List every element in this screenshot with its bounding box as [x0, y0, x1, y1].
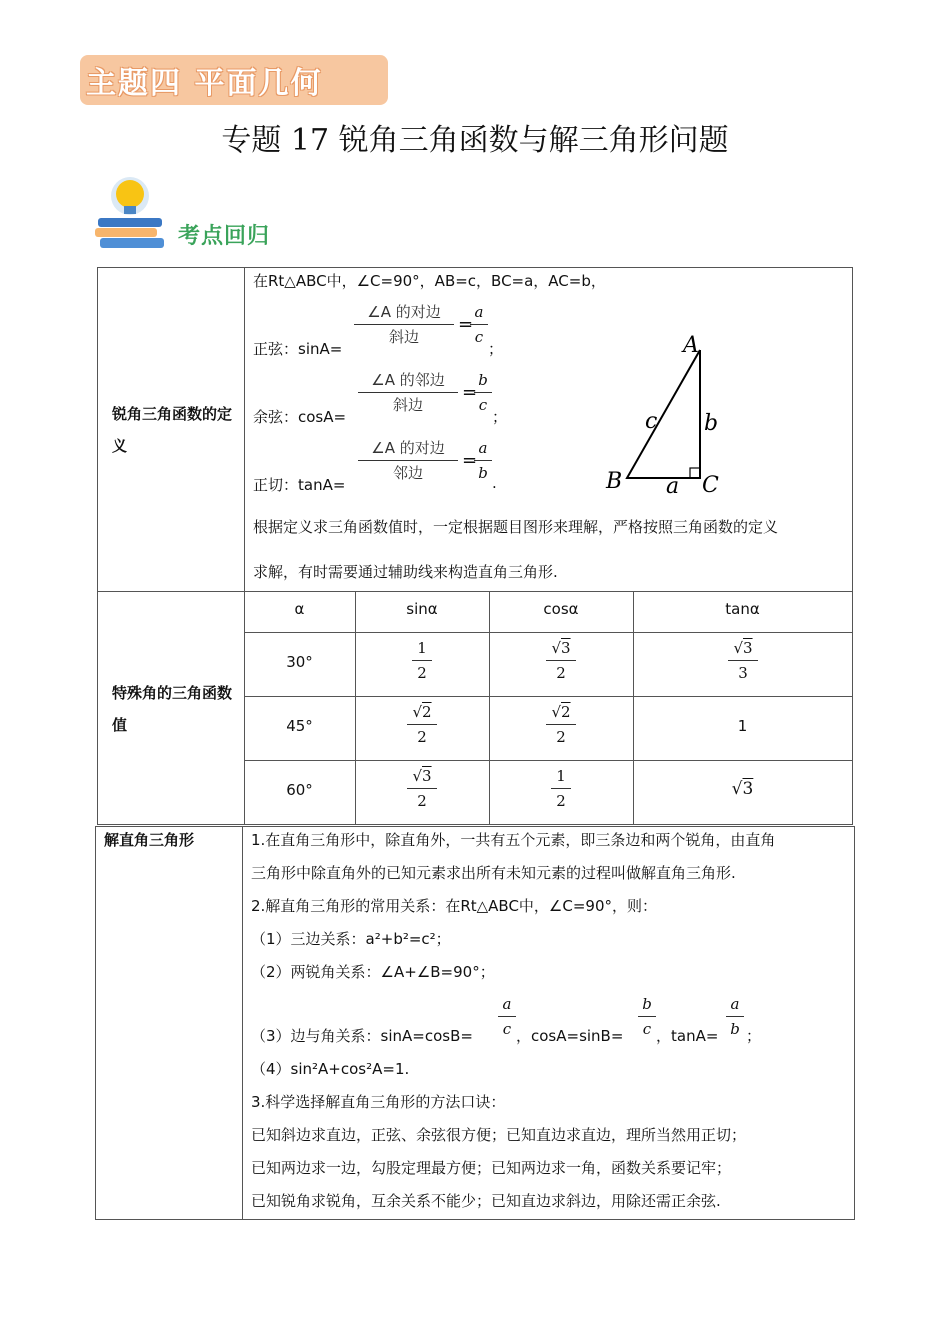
table-border — [95, 826, 96, 1220]
table-border — [242, 826, 243, 1220]
equals-sign: = — [462, 382, 478, 403]
side-b-label: b — [704, 411, 719, 436]
table-border — [244, 696, 853, 697]
solve-line3: 2.解直角三角形的常用关系：在Rt△ABC中，∠C=90°，则： — [251, 897, 657, 915]
tan-label: 正切：tanA= — [253, 476, 346, 494]
page-title: 专题 17 锐角三角函数与解三角形问题 — [221, 123, 729, 158]
right-triangle-diagram — [600, 330, 730, 500]
row-label-special-values: 特殊角的三角函数值 — [112, 684, 233, 734]
table-border — [97, 267, 853, 268]
solve-line7: （4）sin²A+cos²A=1. — [251, 1060, 410, 1078]
table-border — [852, 267, 853, 825]
defs-note-line1: 根据定义求三角函数值时，一定根据题目图形来理解，严格按照三角函数的定义 — [253, 518, 779, 536]
table-border — [97, 267, 98, 825]
vertex-c-label: C — [702, 473, 719, 498]
table-border — [95, 826, 855, 827]
header-tan: tanα — [725, 600, 760, 618]
solve-line5: （2）两锐角关系：∠A+∠B=90°； — [251, 963, 495, 981]
side-c-label: c — [645, 409, 658, 434]
angle-30: 30° — [286, 653, 313, 671]
cos45-value: √2 2 — [546, 701, 576, 748]
solve-line11: 已知锐角求锐角，互余关系不能少；已知直边求斜边，用除还需正余弦. — [251, 1192, 721, 1210]
sin-label: 正弦：sinA= — [253, 340, 343, 358]
row-label-definitions: 锐角三角函数的定义 — [112, 405, 233, 455]
sin60-value: √3 2 — [407, 765, 437, 812]
table-border — [97, 591, 853, 592]
ratio-b-over-c: b c — [638, 993, 656, 1040]
solve-line9: 已知斜边求直边，正弦、余弦很方便；已知直边求直边，理所当然用正切； — [251, 1126, 747, 1144]
table-border — [244, 632, 853, 633]
table-border — [244, 760, 853, 761]
defs-note-line2: 求解，有时需要通过辅助线来构造直角三角形. — [253, 563, 558, 581]
punct: ； — [488, 340, 504, 358]
table-border — [854, 826, 855, 1220]
tan-ratio-letters: a b — [474, 437, 492, 484]
tan45-value: 1 — [737, 717, 748, 735]
solve-line10: 已知两边求一边，勾股定理最方便；已知两边求一角，函数关系要记牢； — [251, 1159, 732, 1177]
topic-banner-text: 主题四 平面几何 — [86, 66, 323, 101]
equals-sign: = — [458, 314, 474, 335]
vertex-a-label: A — [683, 333, 699, 358]
cos-label: 余弦：cosA= — [253, 408, 347, 426]
solve-line2: 三角形中除直角外的已知元素求出所有未知元素的过程叫做解直角三角形. — [251, 864, 736, 882]
header-sin: sinα — [406, 600, 438, 618]
header-alpha: α — [294, 600, 305, 618]
side-a-label: a — [666, 474, 680, 499]
punct: . — [492, 474, 497, 492]
angle-60: 60° — [286, 781, 313, 799]
table-border — [355, 591, 356, 824]
solve-line8: 3.科学选择解直角三角形的方法口诀： — [251, 1093, 506, 1111]
tan30-value: √3 3 — [728, 637, 758, 684]
punct: ； — [746, 1027, 762, 1045]
lightbulb-books-icon — [92, 172, 168, 254]
solve-line6-part3: ，tanA= — [656, 1027, 719, 1045]
table-border — [97, 824, 853, 825]
section-heading: 考点回归 — [178, 224, 271, 249]
cos30-value: √3 2 — [546, 637, 576, 684]
table-border — [489, 591, 490, 824]
row-label-solving: 解直角三角形 — [104, 831, 195, 849]
ratio-a-over-b: a b — [726, 993, 744, 1040]
defs-intro: 在Rt△ABC中，∠C=90°，AB=c，BC=a，AC=b， — [253, 272, 606, 290]
punct: ； — [492, 408, 508, 426]
sin-ratio-text: ∠A 的对边 斜边 — [354, 301, 454, 348]
cos-ratio-letters: b c — [474, 369, 492, 416]
sin45-value: √2 2 — [407, 701, 437, 748]
tan-ratio-text: ∠A 的对边 邻边 — [358, 437, 458, 484]
table-border — [95, 1219, 855, 1220]
equals-sign: = — [462, 450, 478, 471]
header-cos: cosα — [543, 600, 579, 618]
vertex-b-label: B — [606, 469, 623, 494]
angle-45: 45° — [286, 717, 313, 735]
solve-line1: 1.在直角三角形中，除直角外，一共有五个元素，即三条边和两个锐角，由直角 — [251, 831, 776, 849]
cos60-value: 1 2 — [551, 765, 571, 812]
solve-line6-part1: （3）边与角关系：sinA=cosB= — [251, 1027, 473, 1045]
tan60-value: √3 — [731, 779, 754, 799]
cos-ratio-text: ∠A 的邻边 斜边 — [358, 369, 458, 416]
solve-line4: （1）三边关系：a²+b²=c²； — [251, 930, 451, 948]
table-border — [244, 267, 245, 825]
sin-ratio-letters: a c — [470, 301, 488, 348]
solve-line6-part2: ，cosA=sinB= — [516, 1027, 624, 1045]
ratio-a-over-c: a c — [498, 993, 516, 1040]
sin30-value: 1 2 — [412, 637, 432, 684]
